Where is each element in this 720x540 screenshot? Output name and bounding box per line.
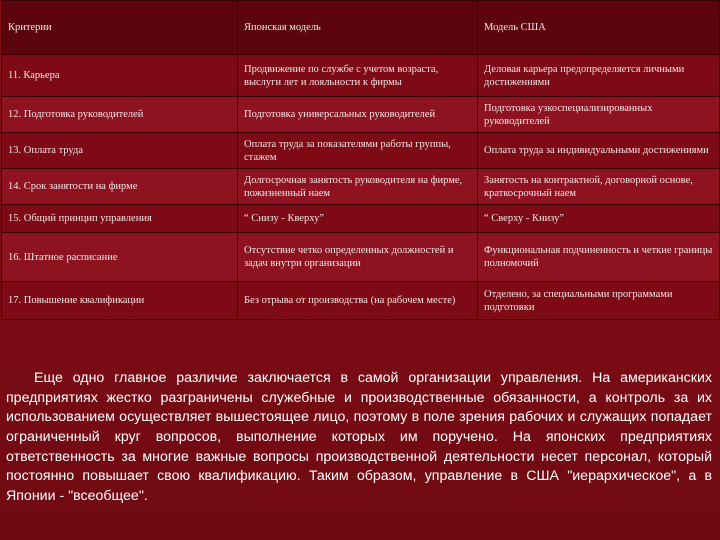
criterion-cell: 15. Общий принцип управления bbox=[2, 205, 238, 233]
criterion-cell: 17. Повышение квалификации bbox=[2, 282, 238, 320]
header-usa-model: Модель США bbox=[478, 1, 720, 55]
japan-cell: Оплата труда за показателями работы группы, стажем bbox=[238, 133, 478, 169]
japan-cell: Долгосрочная занятость руководителя на фирме, пожизненный наем bbox=[238, 169, 478, 205]
table-row bbox=[2, 282, 720, 320]
criterion-cell: 11. Карьера bbox=[2, 55, 238, 97]
criterion-cell: 12. Подготовка руководителей bbox=[2, 97, 238, 133]
japan-cell: “ Снизу - Кверху” bbox=[238, 205, 478, 233]
table-row bbox=[2, 205, 720, 233]
usa-cell: Занятость на контрактной, договорной основе, краткосрочный наем bbox=[478, 169, 720, 205]
criterion-cell: 13. Оплата труда bbox=[2, 133, 238, 169]
criterion-cell: 14. Срок занятости на фирме bbox=[2, 169, 238, 205]
table-row bbox=[2, 133, 720, 169]
comparison-table bbox=[1, 0, 720, 320]
criterion-cell: 16. Штатное расписание bbox=[2, 233, 238, 282]
header-japan-model: Японская модель bbox=[238, 1, 478, 55]
table-row bbox=[2, 233, 720, 282]
usa-cell: Функциональная подчиненность и четкие границы полномочий bbox=[478, 233, 720, 282]
usa-cell: Деловая карьера предопределяется личными достижениями bbox=[478, 55, 720, 97]
usa-cell: “ Сверху - Книзу” bbox=[478, 205, 720, 233]
usa-cell: Подготовка узкоспециализированных руководителей bbox=[478, 97, 720, 133]
japan-cell: Подготовка универсальных руководителей bbox=[238, 97, 478, 133]
body-paragraph: Еще одно главное различие заключается в самой организации управления. На американских предприятиях жестко разграничены служебные и производственные обязанности, а контроль за их использованием осуществляет вышестоящее лицо, поэтому в поле зрения рабочих и служащих попадает ограниченный круг вопросов, выполнение которых им поручено. На японских предприятиях ответственность за многие важные вопросы производственной деятельности несет персонал, который постоянно повышает свою квалификацию. Таким образом, управление в США "иерархическое", а в Японии - "всеобщее". bbox=[6, 370, 712, 504]
header-criteria: Критерии bbox=[2, 1, 238, 55]
japan-cell: Отсутствие четко определенных должностей и задач внутри организации bbox=[238, 233, 478, 282]
japan-cell: Без отрыва от производства (на рабочем месте) bbox=[238, 282, 478, 320]
table-header-row bbox=[2, 1, 720, 55]
usa-cell: Оплата труда за индивидуальными достижениями bbox=[478, 133, 720, 169]
table-row bbox=[2, 97, 720, 133]
table-row bbox=[2, 169, 720, 205]
usa-cell: Отделено, за специальными программами подготовки bbox=[478, 282, 720, 320]
table-row bbox=[2, 55, 720, 97]
japan-cell: Продвижение по службе с учетом возраста, выслуги лет и лояльности к фирмы bbox=[238, 55, 478, 97]
